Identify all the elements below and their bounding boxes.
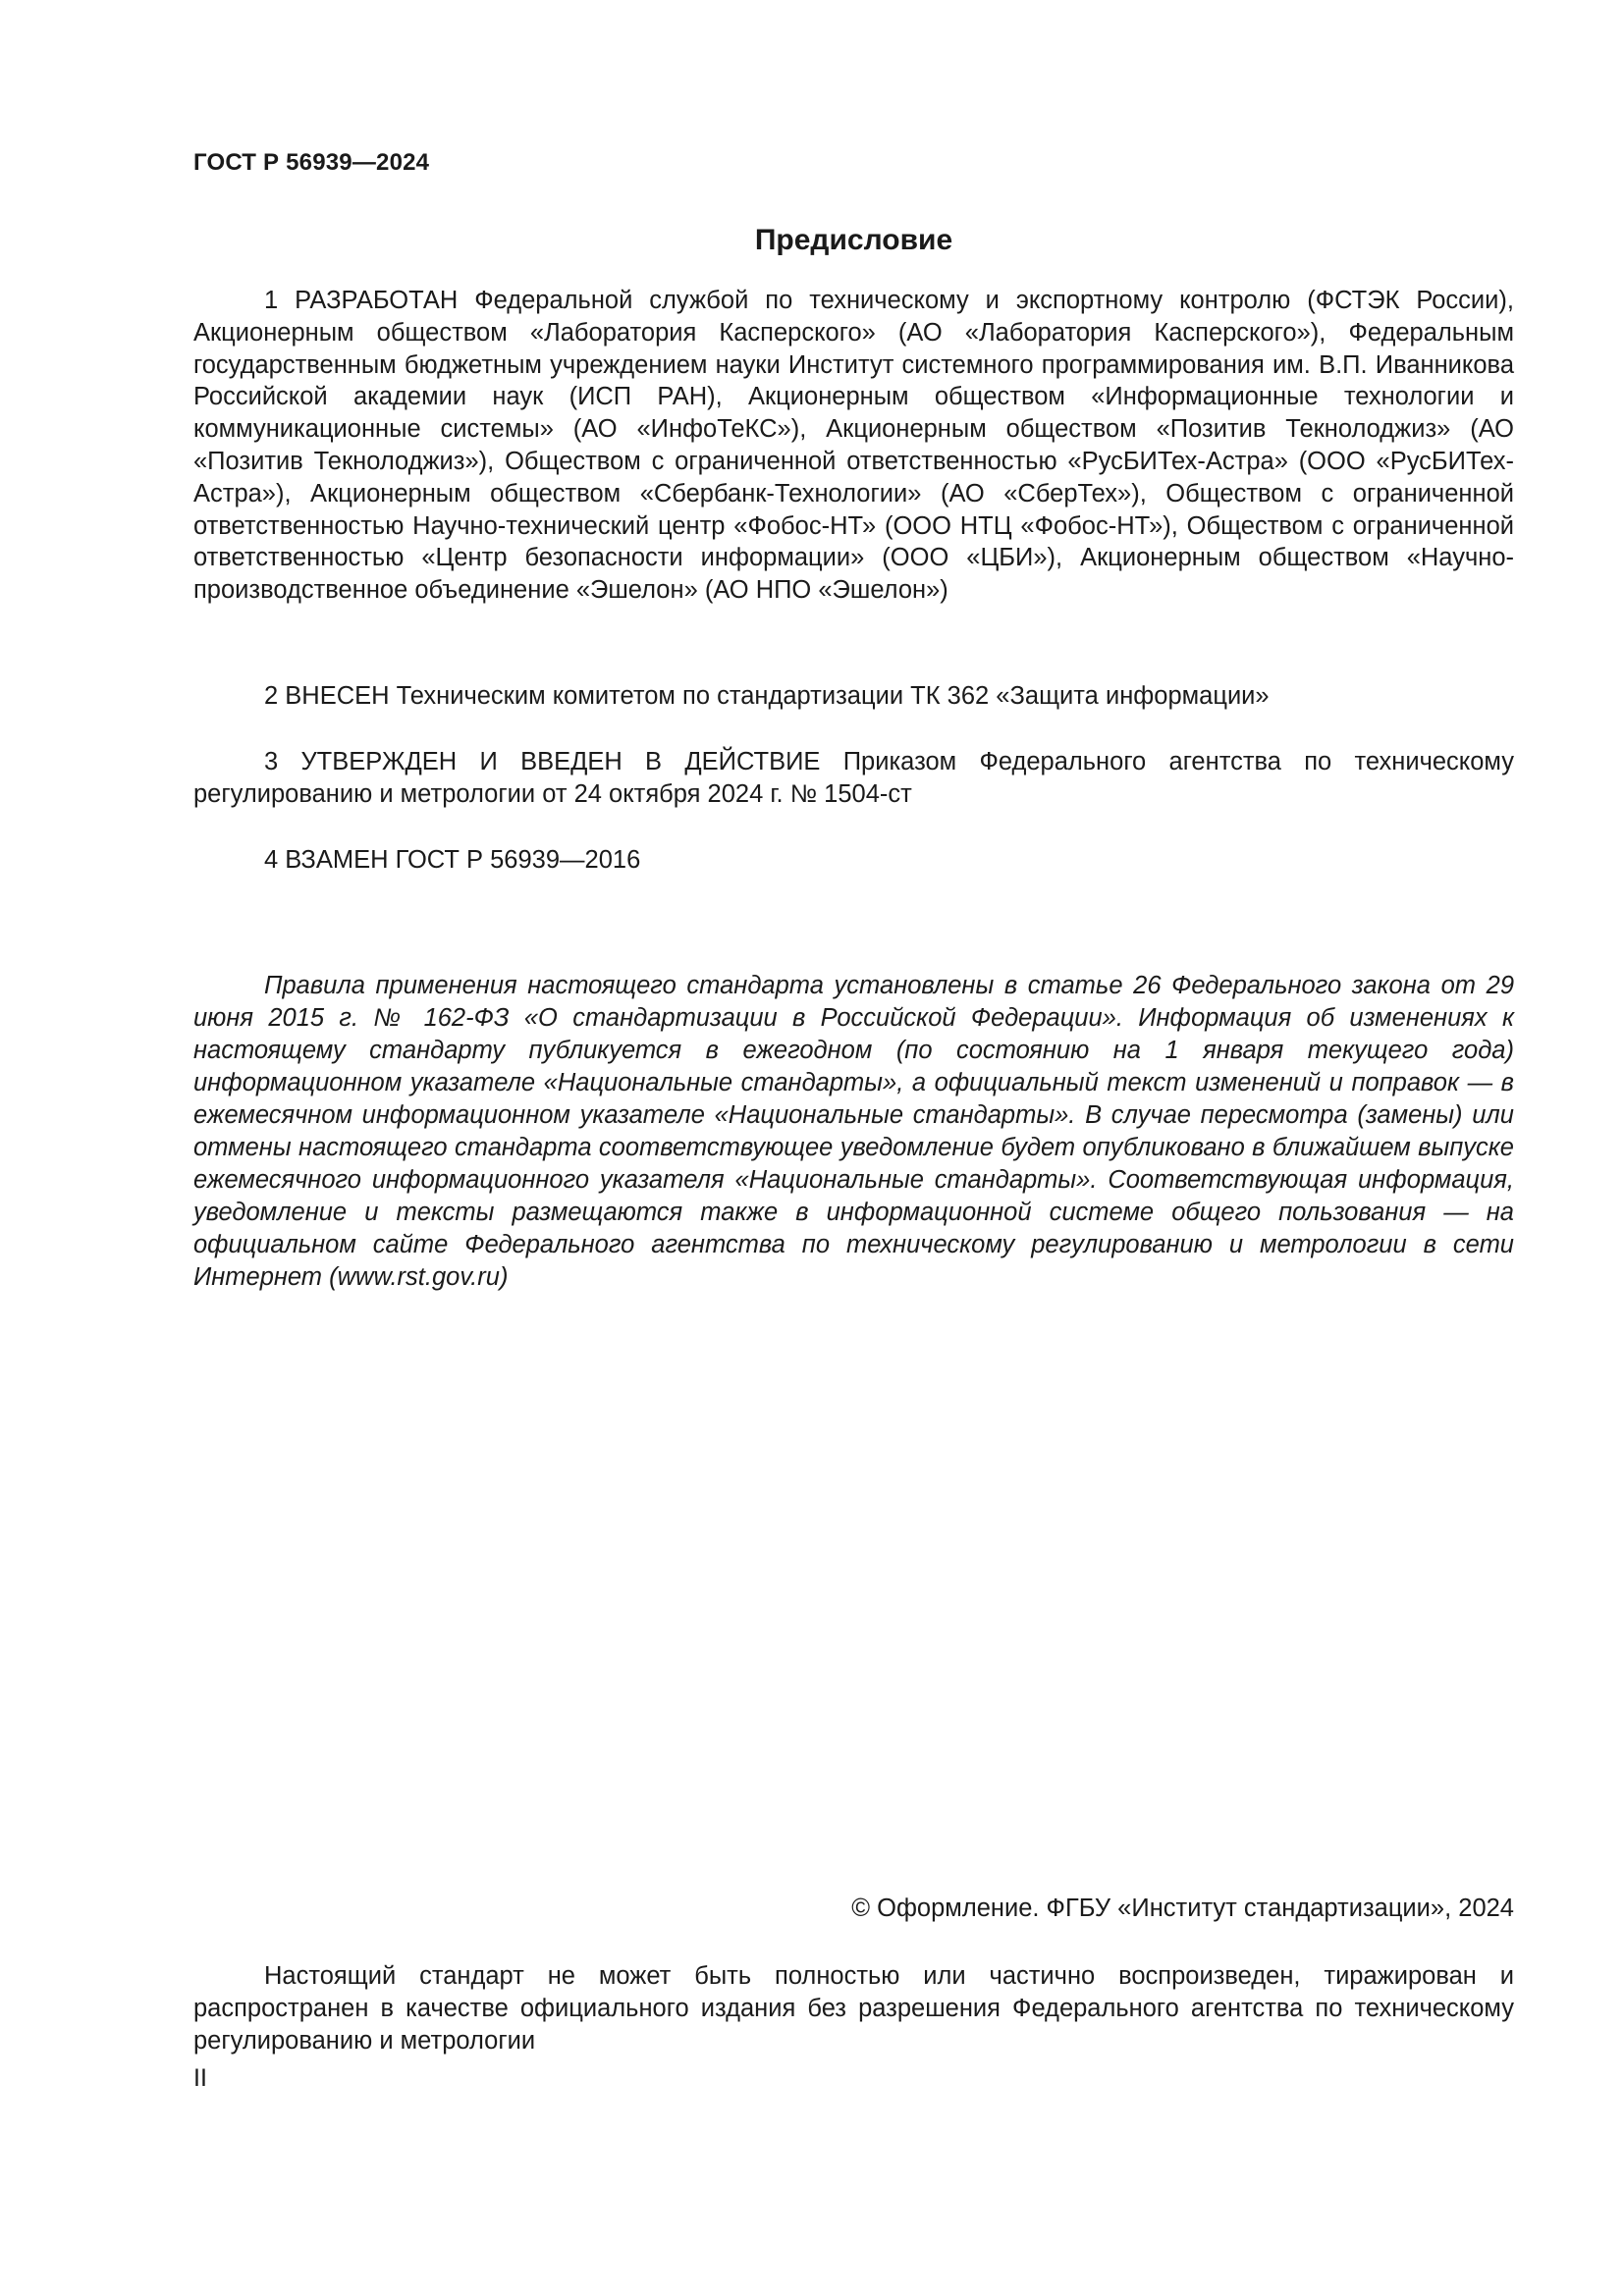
paragraph-approved <box>193 746 1514 811</box>
paragraph-text: 1 РАЗРАБОТАН Федеральной службой по техническому и экспортному контролю (ФСТЭК России), Акционерным обществом «Лаборатория Касперского» (АО «Лаборатория Касперского»), Федеральным государственным бюджетным учреждением науки Институт системного программирования им. В.П. Иванникова Российской академии наук (ИСП РАН), Акционерным обществом «Информационные технологии и коммуникационные системы» (АО «ИнфоТеКС»), Акционерным обществом «Позитив Текнолоджиз» (АО «Позитив Текнолоджиз»), Обществом с ограниченной ответственностью «РусБИТех-Астра» (ООО «РусБИТех-Астра»), Акционерным обществом «Сбербанк-Технологии» (АО «СберТех»), Обществом с ограниченной ответственностью Научно-технический центр «Фобос-НТ» (ООО НТЦ «Фобос-НТ»), Обществом с ограниченной ответственностью «Центр безопасности информации» (ООО «ЦБИ»), Акционерным обществом «Научно-производственное объединение «Эшелон» (АО НПО «Эшелон») <box>193 287 1514 605</box>
reproduction-notice: Настоящий стандарт не может быть полностью или частично воспроизведен, тиражирован и распространен в качестве официального издания без разрешения Федерального агентства по техническому регулированию и метрологии <box>193 1962 1514 2055</box>
paragraph-replaces <box>193 844 1514 877</box>
rules-note: Правила применения настоящего стандарта установлены в статье 26 Федерального закона от 29 июня 2015 г. № 162-ФЗ «О стандартизации в Российской Федерации». Информация об изменениях к настоящему стандарту публикуется в ежегодном (по состоянию на 1 января текущего года) информационном указателе «Национальные стандарты», а официальный текст изменений и поправок — в ежемесячном информационном указателе «Национальные стандарты». В случае пересмотра (замены) или отмены настоящего стандарта соответствующее уведомление будет опубликовано в ближайшем выпуске ежемесячного информационного указателя «Национальные стандарты». Соответствующая информация, уведомление и тексты размещаются также в информационной системе общего пользования — на официальном сайте Федерального агентства по техническому регулированию и метрологии в сети Интернет (www.rst.gov.ru) <box>193 972 1514 1291</box>
document-id: ГОСТ Р 56939—2024 <box>193 149 430 176</box>
paragraph-introduced-by <box>193 680 1514 713</box>
page-number: II <box>193 2064 207 2092</box>
paragraph-text: 3 УТВЕРЖДЕН И ВВЕДЕН В ДЕЙСТВИЕ Приказом Федерального агентства по техническому регулированию и метрологии от 24 октября 2024 г. № 1504-ст <box>193 748 1514 808</box>
paragraph-text: 2 ВНЕСЕН Техническим комитетом по стандартизации ТК 362 «Защита информации» <box>264 682 1270 710</box>
paragraph-developed-by <box>193 285 1514 607</box>
page-title: Предисловие <box>754 224 953 256</box>
paragraph-text: 4 ВЗАМЕН ГОСТ Р 56939—2016 <box>264 846 641 874</box>
copyright-line: © Оформление. ФГБУ «Институт стандартизации», 2024 <box>851 1895 1514 1922</box>
